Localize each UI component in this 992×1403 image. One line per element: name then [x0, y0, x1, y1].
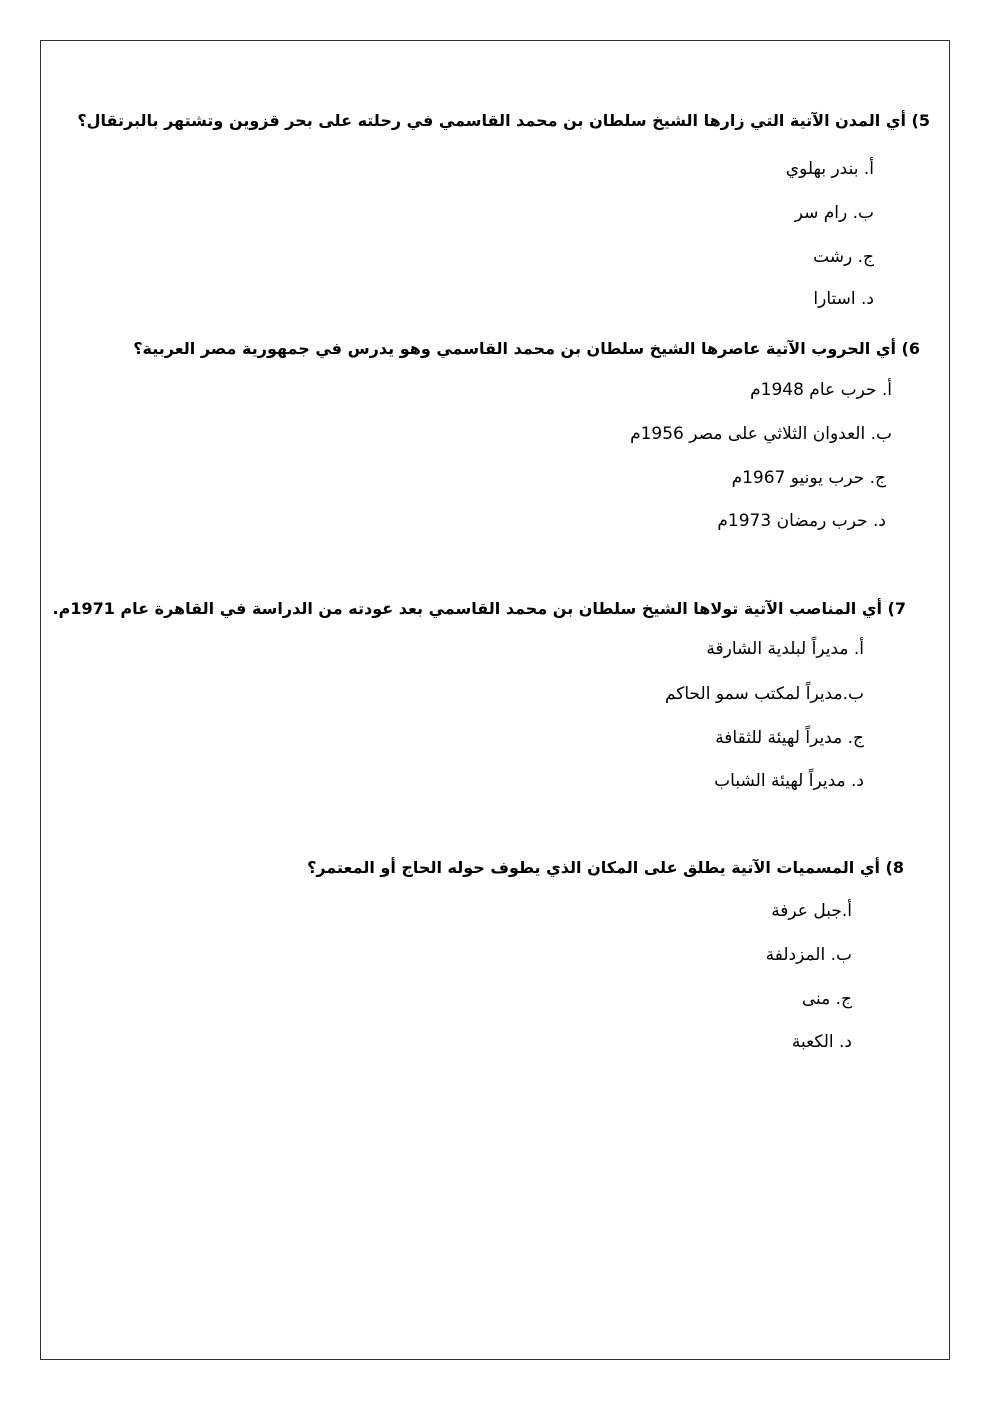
q6-option-d: د. حرب رمضان 1973م: [717, 511, 886, 531]
q7-option-b: ب.مديراً لمكتب سمو الحاكم: [664, 684, 864, 704]
q7-option-c: ج. مديراً لهيئة للثقافة: [715, 728, 864, 748]
question-7: 7) أي المناصب الآتية تولاها الشيخ سلطان بن محمد القاسمي بعد عودته من الدراسة في القاهرة عام 1971م.: [52, 599, 906, 618]
question-5: 5) أي المدن الآتية التي زارها الشيخ سلطان بن محمد القاسمي في رحلته على بحر قزوين وتشتهر بالبرتقال؟: [77, 111, 930, 130]
q5-option-d: د. استارا: [813, 289, 874, 309]
q7-option-a: أ. مديراً لبلدية الشارقة: [706, 639, 864, 659]
q8-option-d: د. الكعبة: [791, 1032, 852, 1052]
q6-option-a: أ. حرب عام 1948م: [750, 380, 892, 400]
q5-option-b: ب. رام سر: [794, 203, 874, 223]
q5-option-a: أ. بندر بهلوي: [785, 159, 874, 179]
q8-option-b: ب. المزدلفة: [765, 945, 852, 965]
question-8: 8) أي المسميات الآتية يطلق على المكان الذي يطوف حوله الحاج أو المعتمر؟: [307, 858, 904, 877]
question-6: 6) أي الحروب الآتية عاصرها الشيخ سلطان بن محمد القاسمي وهو يدرس في جمهورية مصر العربية؟: [133, 339, 920, 358]
q7-option-d: د. مديراً لهيئة الشباب: [714, 771, 864, 791]
q5-option-c: ج. رشت: [813, 247, 874, 267]
q6-option-c: ج. حرب يونيو 1967م: [731, 468, 886, 488]
q6-option-b: ب. العدوان الثلاثي على مصر 1956م: [630, 424, 892, 444]
q8-option-c: ج. منى: [801, 989, 852, 1009]
q8-option-a: أ.جبل عرفة: [771, 901, 852, 921]
